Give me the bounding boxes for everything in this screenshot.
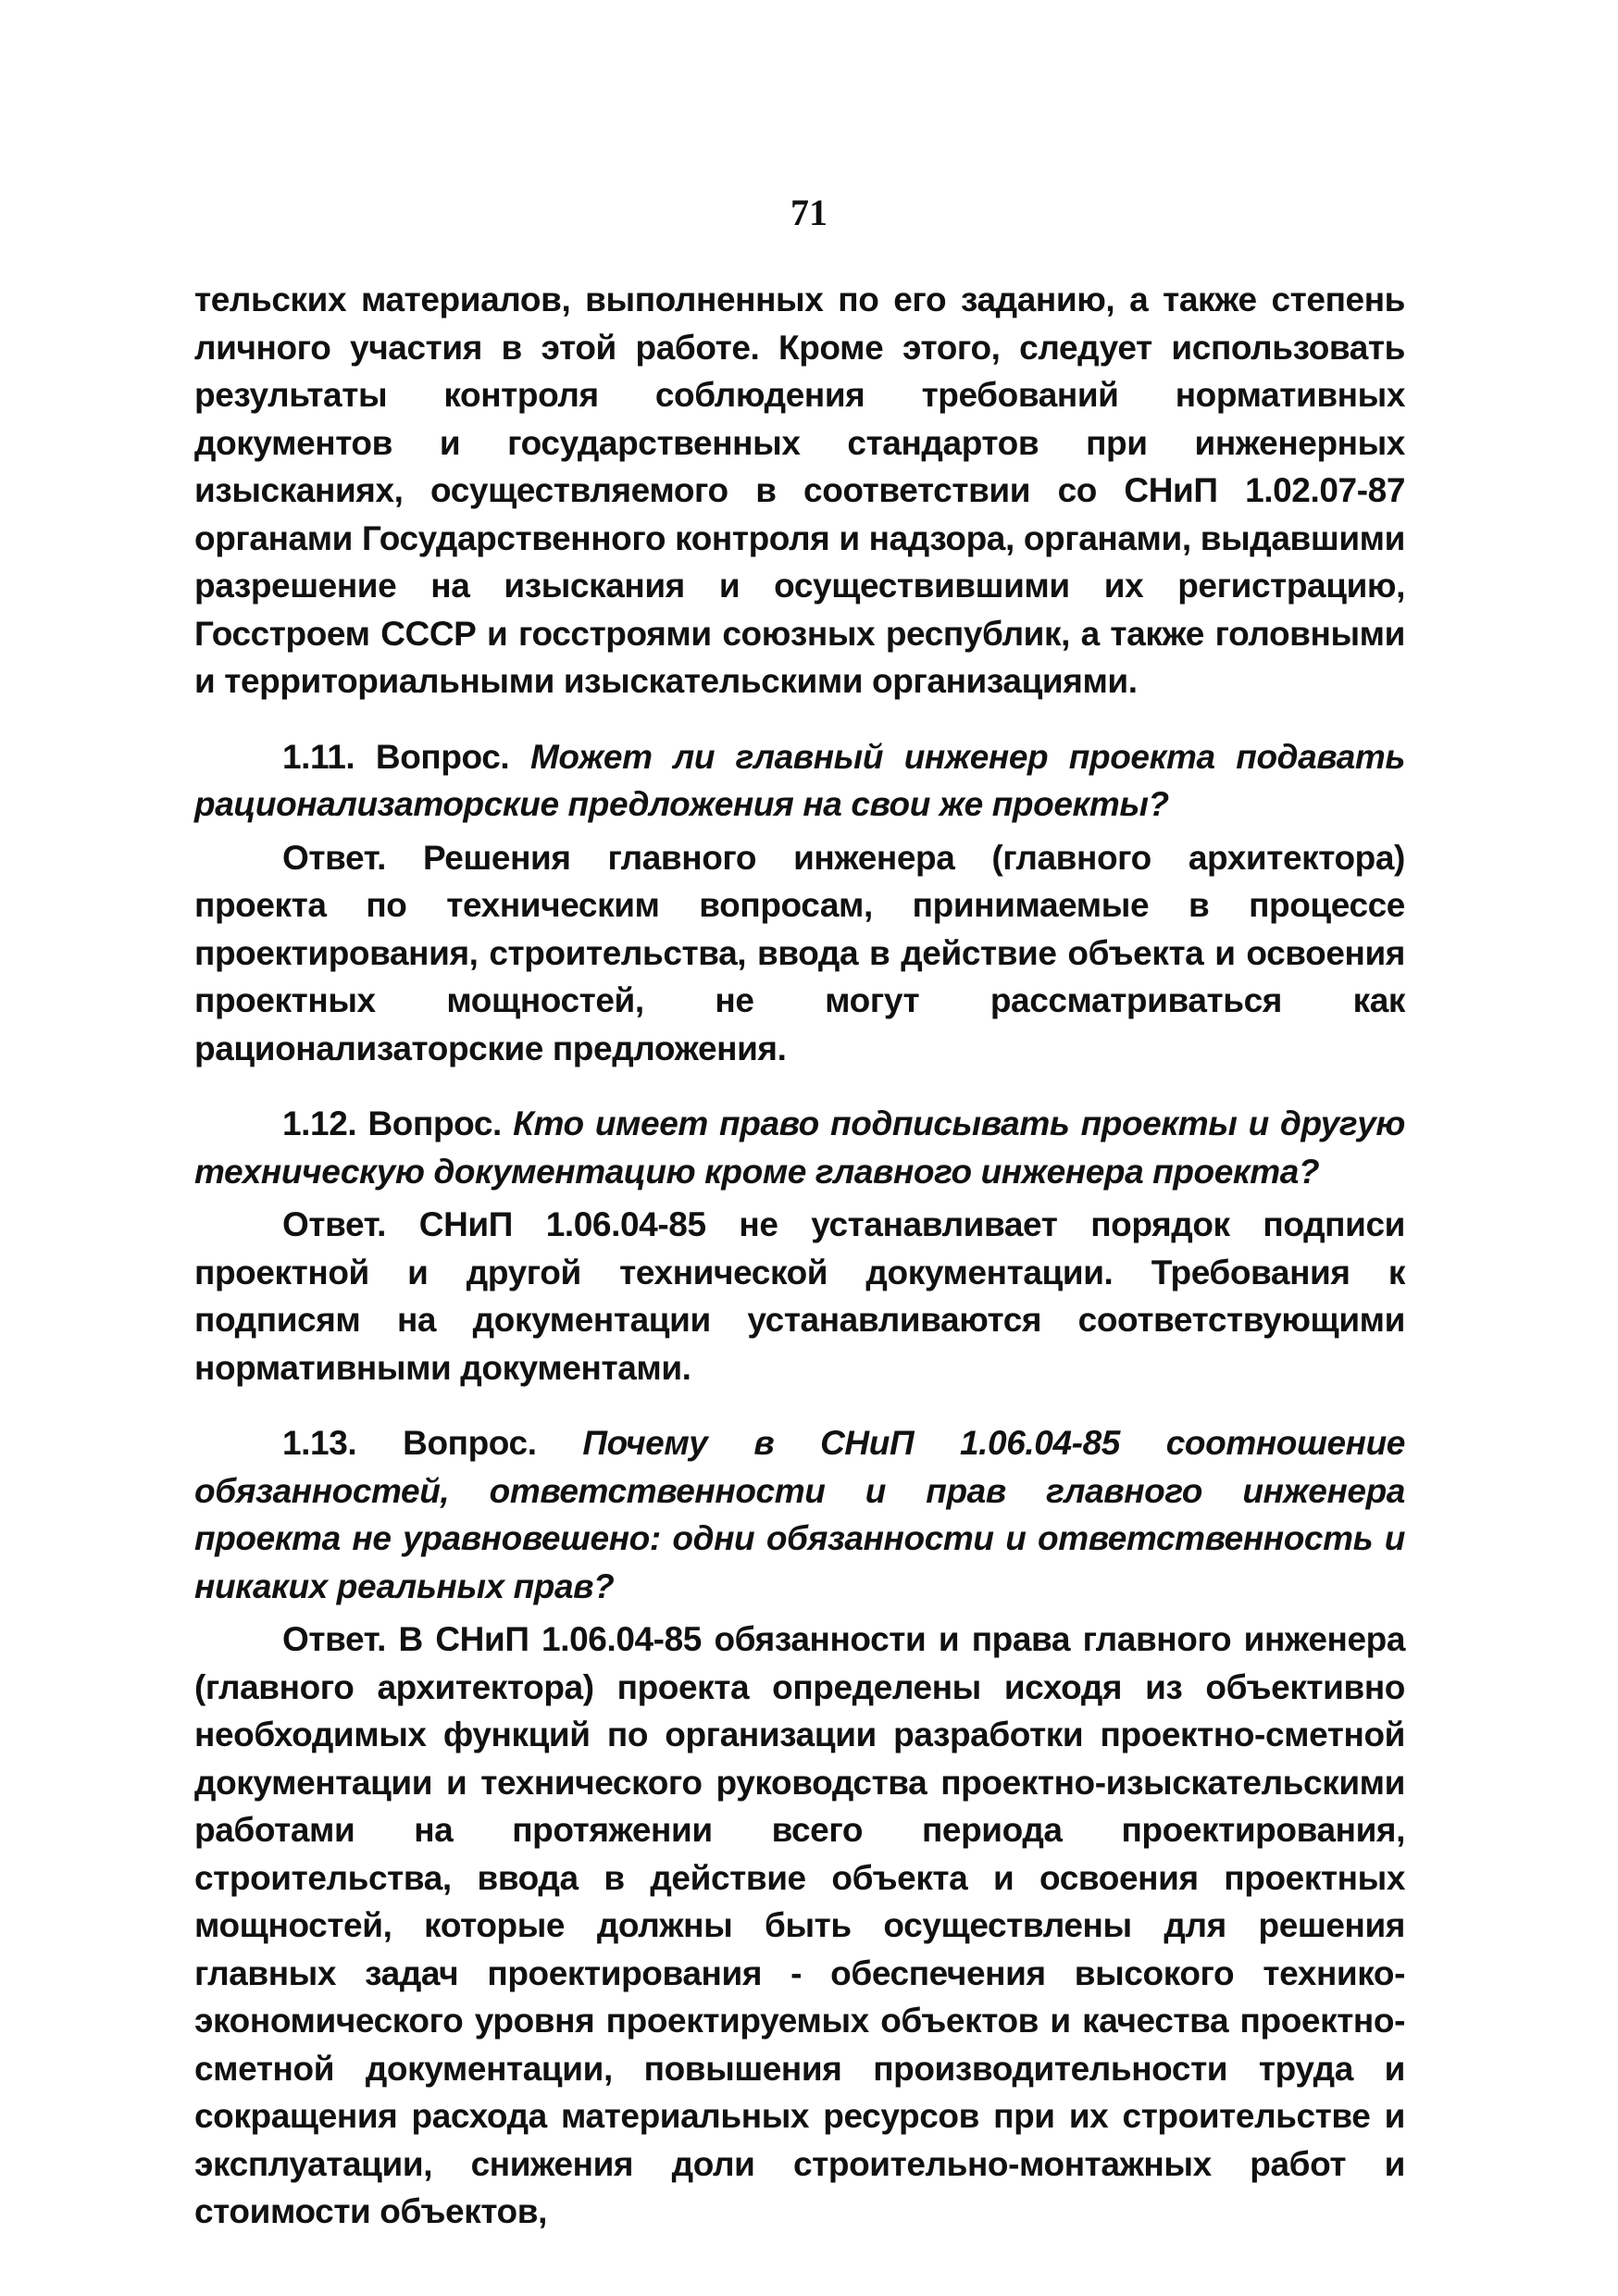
answer-text: В СНиП 1.06.04-85 обязанности и права главного инженера (главного архитектора) проекта определены исходя из объективно необходимых функций по организации разработки проектно-сметной документации и технического руководства проектно-изыскательскими работами на протяжении всего периода проектирования, строительства, ввода в действие объекта и освоения проектных мощностей, которые должны быть осуществлены для решения главных задач проектирования - обеспечения высокого технико-экономического уровня проектируемых объектов и качества проектно-сметной документации, повышения производительности труда и сокращения расхода материальных ресурсов при их строительстве и эксплуатации, снижения доли строительно-монтажных работ и стоимости объектов,: [194, 1620, 1405, 2230]
question-label: 1.11. Вопрос.: [282, 737, 510, 776]
answer-label: Ответ.: [282, 838, 386, 877]
answer-1-13: [194, 1616, 1405, 2236]
question-text: Почему в СНиП 1.06.04-85 соотношение обязанностей, ответственности и прав главного инженера проекта не уравновешено: одни обязанности и ответственность и никаких реальных прав?: [194, 1424, 1405, 1605]
answer-label: Ответ.: [282, 1205, 386, 1243]
question-1-12: [194, 1100, 1405, 1195]
question-label: 1.13. Вопрос.: [282, 1424, 537, 1462]
answer-1-11: [194, 834, 1405, 1073]
intro-paragraph: тельских материалов, выполненных по его заданию, а также степень личного участия в этой работе. Кроме этого, следует использовать результаты контроля соблюдения требований нормативных документов и государственных стандартов при инженерных изысканиях, осуществляемого в соответствии со СНиП 1.02.07-87 органами Государственного контроля и надзора, органами, выдавшими разрешение на изыскания и осуществившими их регистрацию, Госстроем СССР и госстроями союзных республик, а также головными и территориальными изыскательскими организациями.: [194, 281, 1405, 700]
answer-1-12: [194, 1201, 1405, 1391]
question-label: 1.12. Вопрос.: [282, 1104, 502, 1142]
question-text: Может ли главный инженер проекта подавать рационализаторские предложения на свои же проекты?: [194, 737, 1405, 823]
page-number: 71: [790, 192, 828, 233]
answer-label: Ответ.: [282, 1620, 386, 1658]
question-1-11: [194, 733, 1405, 829]
document-body: [194, 276, 1405, 2236]
answer-text: Решения главного инженера (главного архитектора) проекта по техническим вопросам, принимаемые в процессе проектирования, строительства, ввода в действие объекта и освоения проектных мощностей, не могут рассматриваться как рационализаторские предложения.: [194, 838, 1405, 1067]
question-text: Кто имеет право подписывать проекты и другую техническую документацию кроме главного инженера проекта?: [194, 1104, 1405, 1191]
question-1-13: [194, 1419, 1405, 1610]
answer-text: СНиП 1.06.04-85 не устанавливает порядок подписи проектной и другой технической документации. Требования к подписям на документации устанавливаются соответствующими нормативными документами.: [194, 1205, 1405, 1387]
